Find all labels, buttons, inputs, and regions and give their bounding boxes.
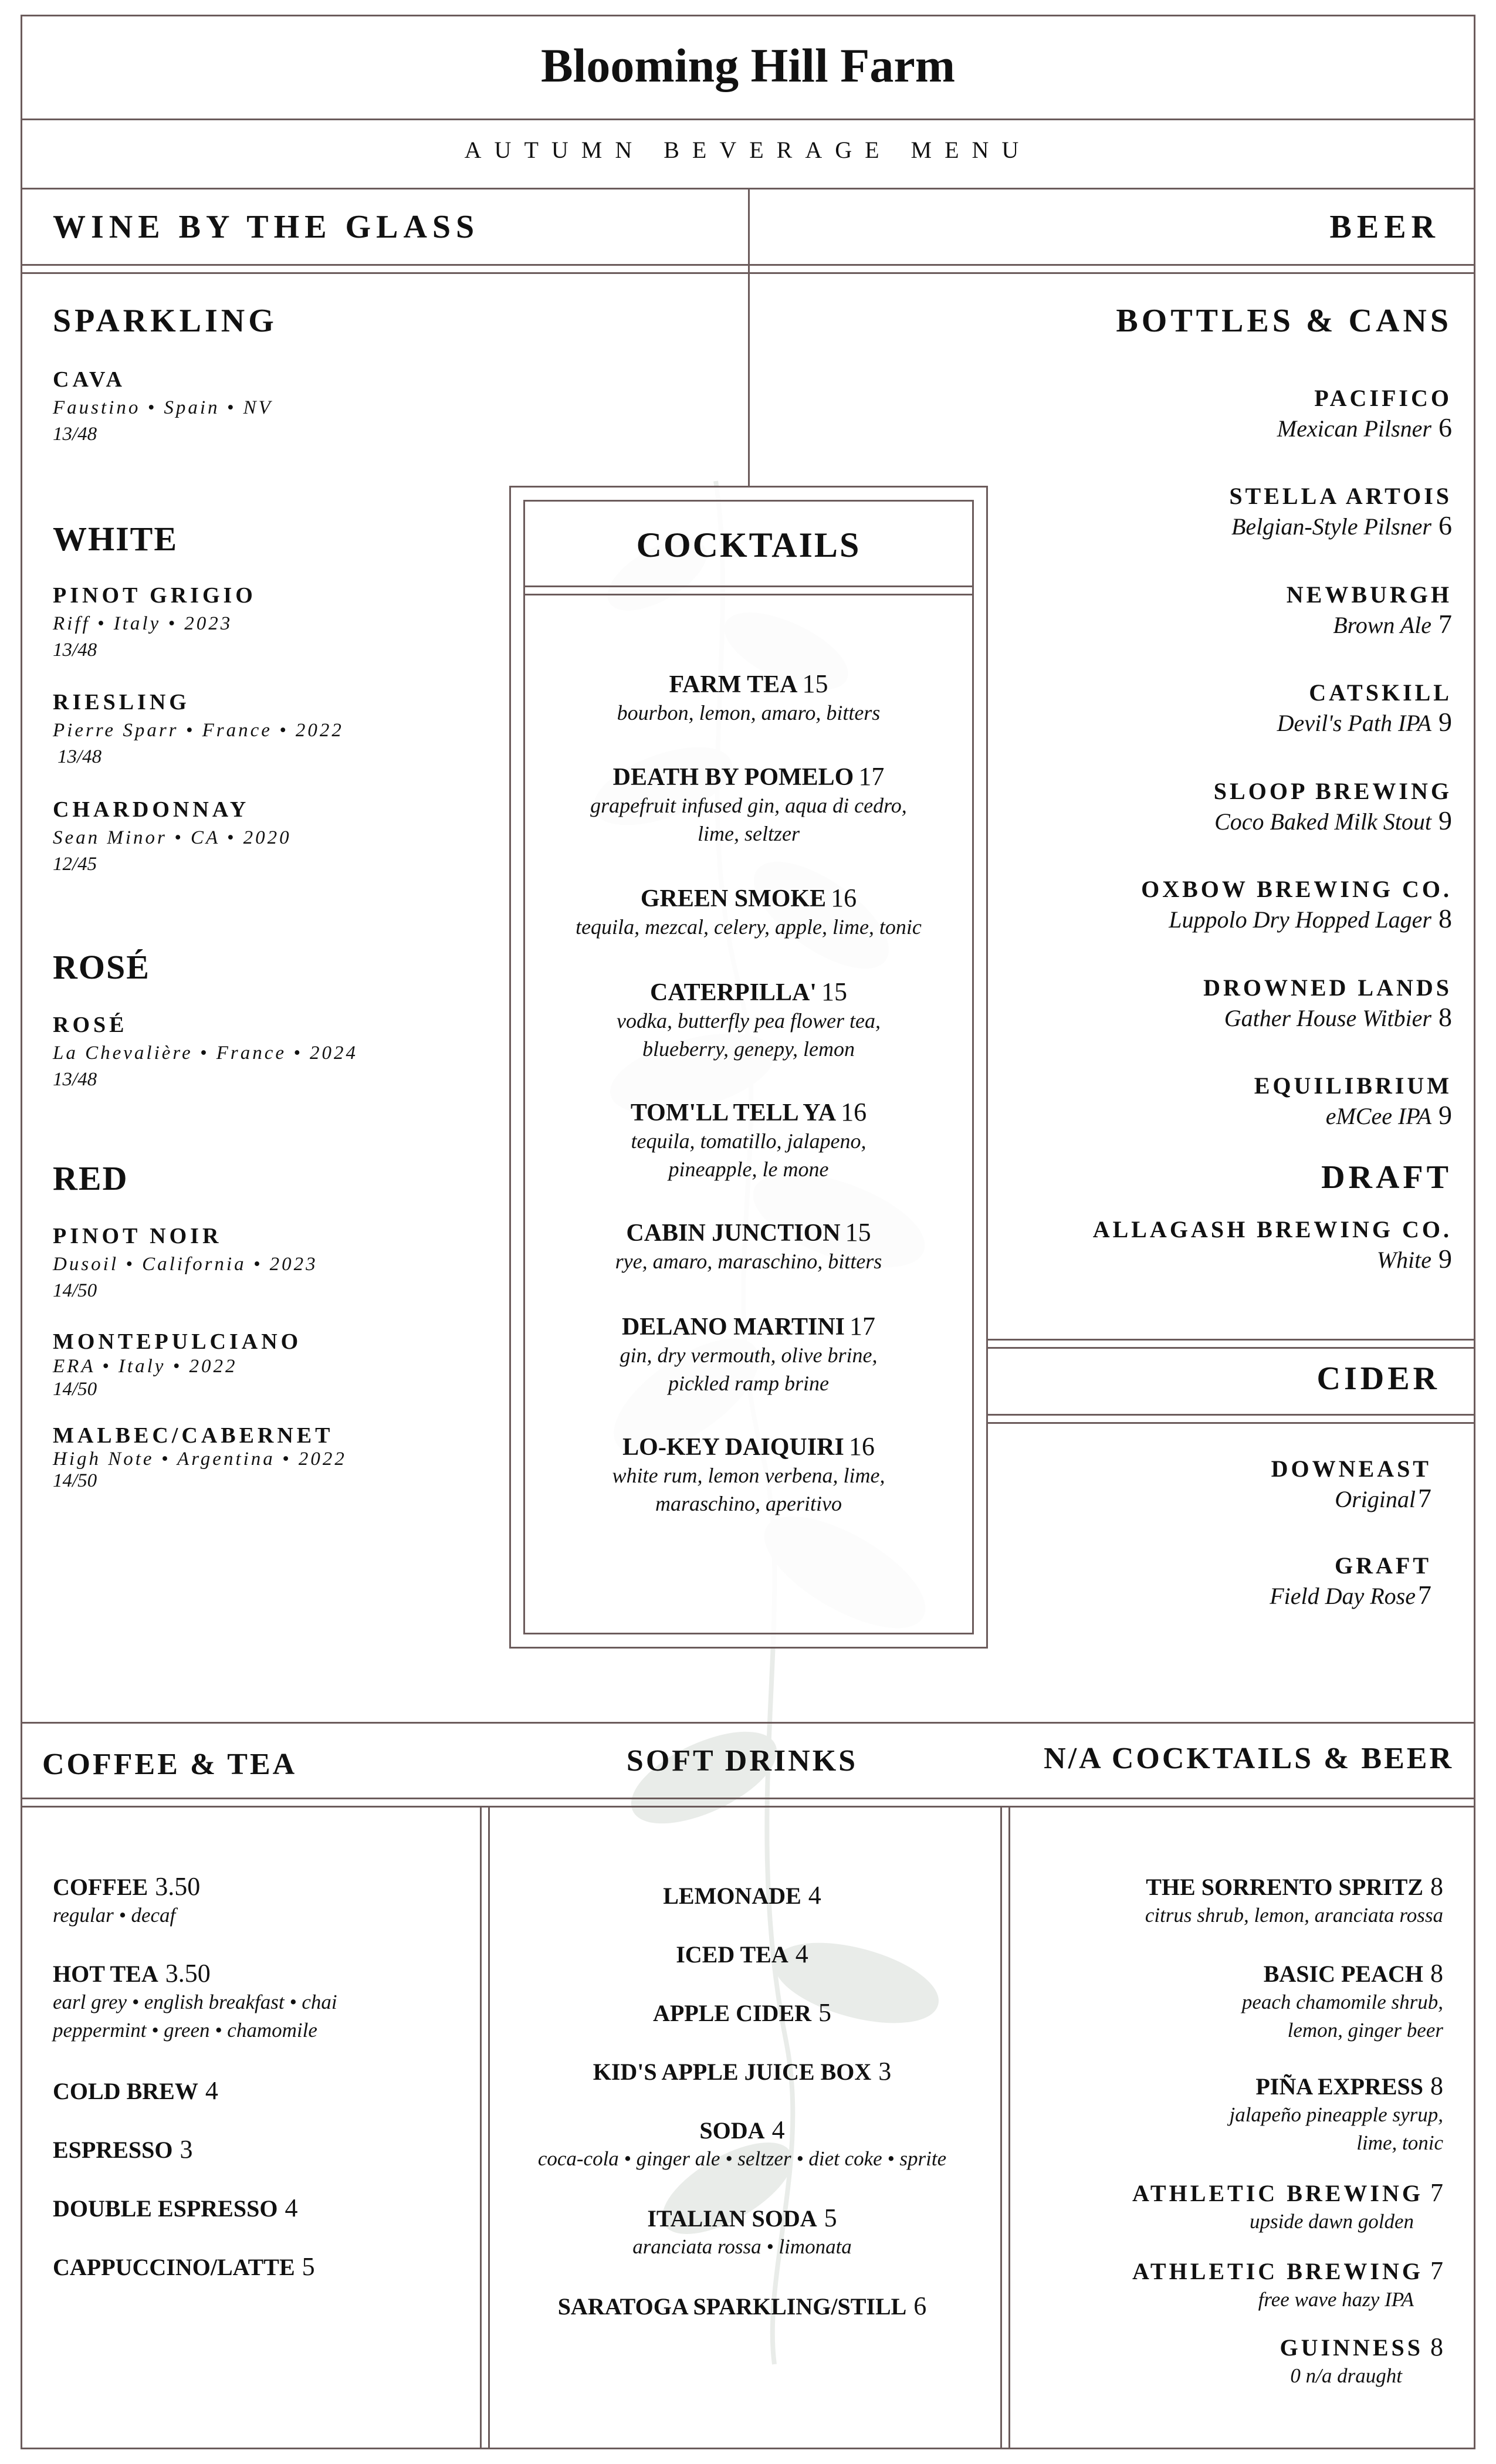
cocktail-desc: lime, seltzer <box>698 822 800 845</box>
beer-name: DROWNED LANDS <box>1203 974 1452 1001</box>
na-name: PIÑA EXPRESS <box>1255 2073 1423 2100</box>
soft-drink-item <box>493 2115 991 2173</box>
wine-price: 14/50 <box>53 1280 97 1301</box>
soft-drink-name: SODA <box>699 2117 765 2144</box>
coffee-name: COLD BREW <box>53 2078 198 2104</box>
beer-price: 9 <box>1439 707 1452 737</box>
beer-name: STELLA ARTOIS <box>1229 483 1452 509</box>
coffee-heading: COFFEE & TEA <box>42 1748 297 1781</box>
beer-price: 9 <box>1439 1100 1452 1130</box>
coffee-desc: earl grey • english breakfast • chai <box>53 1991 337 2013</box>
cocktail-desc: pickled ramp brine <box>668 1372 829 1395</box>
beer-style: Brown Ale <box>1333 612 1431 638</box>
cocktail-name: DEATH BY POMELO <box>612 764 854 791</box>
cocktail-desc: vodka, butterfly pea flower tea, <box>617 1009 881 1033</box>
cocktail-desc: bourbon, lemon, amaro, bitters <box>617 701 881 725</box>
wine-info: Pierre Sparr • France • 2022 <box>53 720 344 741</box>
coffee-price: 3 <box>180 2135 193 2164</box>
beer-name: NEWBURGH <box>1286 581 1452 608</box>
beer-name: PACIFICO <box>1314 385 1452 411</box>
draft-heading: DRAFT <box>1321 1159 1452 1196</box>
na-item <box>997 2178 1443 2236</box>
cocktail-price: 15 <box>845 1218 871 1247</box>
na-item <box>997 1958 1443 2045</box>
wine-info: Faustino • Spain • NV <box>53 397 273 418</box>
na-price: 7 <box>1430 2178 1443 2207</box>
cider-item <box>962 1455 1431 1514</box>
na-heading: N/A COCKTAILS & BEER <box>1044 1742 1454 1775</box>
beer-style: Mexican Pilsner <box>1277 415 1431 442</box>
wine-price: 13/48 <box>57 746 102 767</box>
coffee-price: 3.50 <box>165 1959 211 1988</box>
wine-info: Riff • Italy • 2023 <box>53 613 233 634</box>
cocktail-desc: pineapple, le mone <box>668 1157 829 1181</box>
beer-price: 8 <box>1439 1002 1452 1032</box>
menu-subtitle: AUTUMN BEVERAGE MENU <box>464 137 1032 163</box>
cocktail-desc: tequila, tomatillo, jalapeno, <box>631 1129 867 1153</box>
na-name: GUINNESS <box>1280 2334 1423 2361</box>
na-name: ATHLETIC BREWING <box>1132 2180 1423 2206</box>
sparkling-heading: SPARKLING <box>53 303 277 339</box>
coffee-desc: regular • decaf <box>53 1904 176 1927</box>
na-item <box>997 2332 1443 2390</box>
soft-drink-name: KID'S APPLE JUICE BOX <box>593 2059 872 2085</box>
rose-heading: ROSÉ <box>53 948 150 986</box>
coffee-item <box>53 1871 522 1930</box>
wine-price: 13/48 <box>53 424 97 445</box>
beer-style: Belgian-Style Pilsner <box>1231 513 1431 540</box>
coffee-price: 4 <box>285 2194 298 2222</box>
soft-drink-desc: coca-cola • ginger ale • seltzer • diet coke • sprite <box>537 2147 947 2170</box>
wine-name: PINOT NOIR <box>53 1224 222 1248</box>
soft-drink-price: 5 <box>818 1998 832 2027</box>
coffee-item <box>53 2076 522 2106</box>
cider-price: 7 <box>1418 1483 1431 1513</box>
wine-item <box>53 1012 522 1091</box>
soft-drink-price: 3 <box>878 2057 892 2086</box>
wine-item <box>53 1423 522 1492</box>
soft-drink-item <box>493 2203 991 2261</box>
wine-price: 13/48 <box>53 639 97 661</box>
beer-item <box>983 679 1452 737</box>
na-desc: lemon, ginger beer <box>1287 2019 1443 2042</box>
bottles-heading: BOTTLES & CANS <box>1116 303 1452 339</box>
soft-drink-item <box>493 1998 991 2028</box>
divider <box>988 1339 1475 1341</box>
divider <box>988 1414 1475 1416</box>
wine-name: MONTEPULCIANO <box>53 1329 302 1354</box>
cocktail-item <box>523 1097 974 1183</box>
cider-price: 7 <box>1418 1580 1431 1610</box>
coffee-item <box>53 2193 522 2223</box>
cocktail-desc: white rum, lemon verbena, lime, <box>612 1464 885 1487</box>
cocktail-item <box>523 1431 974 1518</box>
cider-style: Original <box>1335 1486 1416 1512</box>
soft-drink-name: SARATOGA SPARKLING/STILL <box>557 2293 907 2320</box>
soft-drink-price: 6 <box>913 2292 927 2320</box>
wine-name: MALBEC/CABERNET <box>53 1423 334 1448</box>
beer-name: EQUILIBRIUM <box>1254 1072 1452 1099</box>
na-desc: citrus shrub, lemon, aranciata rossa <box>1145 1904 1443 1927</box>
cocktail-price: 16 <box>848 1432 875 1461</box>
soft-drink-item <box>493 1939 991 1969</box>
na-item <box>997 1871 1443 1930</box>
coffee-item <box>53 1958 522 2045</box>
beer-price: 6 <box>1439 412 1452 442</box>
coffee-name: COFFEE <box>53 1874 148 1900</box>
na-item <box>997 2071 1443 2157</box>
wine-item <box>53 367 522 445</box>
red-heading: RED <box>53 1159 128 1197</box>
beer-name: ALLAGASH BREWING CO. <box>1092 1216 1452 1243</box>
coffee-name: DOUBLE ESPRESSO <box>53 2195 278 2222</box>
cider-heading: CIDER <box>1316 1360 1440 1397</box>
wine-name: CAVA <box>53 367 126 392</box>
soft-drink-price: 4 <box>795 1940 808 1968</box>
soft-drink-name: ITALIAN SODA <box>647 2205 817 2232</box>
wine-price: 14/50 <box>53 1470 97 1491</box>
cocktail-desc: gin, dry vermouth, olive brine, <box>620 1343 878 1367</box>
wine-info: Sean Minor • CA • 2020 <box>53 827 292 848</box>
wine-price: 14/50 <box>53 1379 97 1400</box>
divider <box>21 1798 1475 1799</box>
na-desc: free wave hazy IPA <box>1258 2288 1414 2311</box>
na-item <box>997 2256 1443 2314</box>
coffee-desc: peppermint • green • chamomile <box>53 2019 317 2042</box>
cocktail-price: 16 <box>841 1098 867 1126</box>
divider <box>21 119 1475 120</box>
cocktails-heading: COCKTAILS <box>636 526 861 564</box>
wine-section-heading: WINE BY THE GLASS <box>53 209 480 245</box>
cocktail-price: 15 <box>821 977 847 1006</box>
cocktail-price: 17 <box>849 1312 876 1341</box>
na-price: 7 <box>1430 2256 1443 2285</box>
soft-drink-name: APPLE CIDER <box>652 2000 812 2026</box>
cocktail-item <box>523 977 974 1063</box>
white-heading: WHITE <box>53 520 178 558</box>
coffee-item <box>53 2134 522 2164</box>
coffee-name: ESPRESSO <box>53 2137 173 2163</box>
cocktail-name: CATERPILLA' <box>650 979 817 1006</box>
divider <box>748 188 750 487</box>
divider <box>21 1722 1475 1724</box>
cocktail-desc: maraschino, aperitivo <box>655 1492 842 1515</box>
restaurant-title: Blooming Hill Farm <box>540 39 956 92</box>
wine-name: ROSÉ <box>53 1013 128 1037</box>
divider <box>21 1806 1475 1808</box>
coffee-price: 4 <box>205 2076 218 2105</box>
coffee-price: 5 <box>302 2252 315 2281</box>
beer-price: 6 <box>1439 510 1452 540</box>
wine-name: CHARDONNAY <box>53 797 250 822</box>
soft-drink-item <box>493 2056 991 2086</box>
divider <box>988 1422 1475 1424</box>
divider <box>988 1347 1475 1349</box>
na-name: THE SORRENTO SPRITZ <box>1146 1874 1423 1900</box>
cider-style: Field Day Rose <box>1270 1583 1416 1609</box>
divider <box>21 264 1475 266</box>
beer-item <box>983 1216 1452 1274</box>
na-price: 8 <box>1430 1959 1443 1988</box>
cocktail-price: 15 <box>802 669 828 698</box>
coffee-name: HOT TEA <box>53 1961 158 1987</box>
cocktail-price: 16 <box>831 884 857 912</box>
cocktail-item <box>523 669 974 727</box>
cocktail-name: LO-KEY DAIQUIRI <box>622 1434 844 1461</box>
coffee-price: 3.50 <box>155 1872 201 1901</box>
divider <box>21 272 1475 274</box>
beer-name: CATSKILL <box>1309 679 1452 706</box>
beer-price: 9 <box>1439 1244 1452 1274</box>
cider-name: DOWNEAST <box>1271 1456 1431 1482</box>
na-desc: upside dawn golden <box>1250 2210 1414 2233</box>
wine-info: High Note • Argentina • 2022 <box>53 1448 347 1470</box>
cocktail-name: TOM'LL TELL YA <box>630 1099 837 1126</box>
divider <box>523 585 974 587</box>
coffee-item <box>53 2252 522 2282</box>
beer-style: eMCee IPA <box>1325 1103 1431 1129</box>
beer-section-heading: BEER <box>1329 209 1440 245</box>
beer-style: Coco Baked Milk Stout <box>1214 808 1431 835</box>
na-desc: 0 n/a draught <box>1290 2364 1402 2387</box>
cocktail-name: FARM TEA <box>669 671 798 698</box>
wine-price: 12/45 <box>53 854 97 875</box>
beer-price: 7 <box>1439 609 1452 639</box>
beer-item <box>983 1072 1452 1131</box>
cider-item <box>962 1552 1431 1610</box>
coffee-name: CAPPUCCINO/LATTE <box>53 2254 295 2280</box>
soft-drink-item <box>493 1880 991 1910</box>
wine-name: PINOT GRIGIO <box>53 583 256 608</box>
beer-item <box>983 384 1452 443</box>
wine-price: 13/48 <box>53 1069 97 1090</box>
soft-drink-desc: aranciata rossa • limonata <box>632 2235 852 2258</box>
beer-style: Devil's Path IPA <box>1277 710 1431 736</box>
cocktail-desc: tequila, mezcal, celery, apple, lime, tonic <box>576 915 922 939</box>
na-price: 8 <box>1430 1872 1443 1901</box>
soft-drink-price: 4 <box>808 1881 821 1910</box>
soft-drink-price: 4 <box>771 2116 785 2144</box>
na-price: 8 <box>1430 2072 1443 2100</box>
cocktail-desc: rye, amaro, maraschino, bitters <box>615 1250 882 1273</box>
wine-item <box>53 583 522 661</box>
beer-name: SLOOP BREWING <box>1213 778 1452 804</box>
wine-info: Dusoil • California • 2023 <box>53 1254 318 1275</box>
beer-style: Luppolo Dry Hopped Lager <box>1169 906 1431 933</box>
cocktail-item <box>523 883 974 941</box>
na-desc: jalapeño pineapple syrup, <box>1229 2103 1443 2126</box>
cocktail-desc: grapefruit infused gin, aqua di cedro, <box>590 794 907 817</box>
soft-drink-name: ICED TEA <box>676 1941 788 1968</box>
cocktail-name: GREEN SMOKE <box>640 885 827 912</box>
na-name: ATHLETIC BREWING <box>1132 2258 1423 2284</box>
wine-item <box>53 797 522 875</box>
cocktail-item <box>523 1311 974 1397</box>
beer-style: Gather House Witbier <box>1224 1005 1431 1031</box>
cocktail-name: DELANO MARTINI <box>621 1314 845 1341</box>
beer-price: 8 <box>1439 903 1452 933</box>
wine-info: ERA • Italy • 2022 <box>53 1356 238 1377</box>
na-desc: lime, tonic <box>1356 2131 1443 2154</box>
beer-item <box>983 777 1452 836</box>
beer-name: OXBOW BREWING CO. <box>1141 876 1452 902</box>
beer-price: 9 <box>1439 805 1452 835</box>
soft-drink-price: 5 <box>824 2204 837 2232</box>
cocktail-name: CABIN JUNCTION <box>626 1220 841 1247</box>
soft-drink-item <box>493 2291 991 2321</box>
wine-item <box>53 689 522 768</box>
beer-style: White <box>1376 1247 1431 1273</box>
beer-item <box>983 875 1452 934</box>
na-price: 8 <box>1430 2333 1443 2361</box>
cocktail-desc: blueberry, genepy, lemon <box>642 1037 855 1061</box>
cider-name: GRAFT <box>1335 1552 1431 1579</box>
beer-item <box>983 581 1452 639</box>
soft-drink-name: LEMONADE <box>663 1883 801 1909</box>
beer-item <box>983 974 1452 1033</box>
divider <box>523 594 974 595</box>
soft-drinks-heading: SOFT DRINKS <box>626 1744 858 1778</box>
beer-item <box>983 482 1452 541</box>
na-desc: peach chamomile shrub, <box>1241 1991 1443 2013</box>
na-name: BASIC PEACH <box>1263 1961 1423 1987</box>
wine-info: La Chevalière • France • 2024 <box>53 1043 358 1064</box>
cocktail-price: 17 <box>858 762 885 791</box>
wine-name: RIESLING <box>53 690 190 715</box>
wine-item <box>53 1223 522 1302</box>
cocktail-item <box>523 761 974 848</box>
cocktail-item <box>523 1217 974 1275</box>
wine-item <box>53 1329 522 1400</box>
